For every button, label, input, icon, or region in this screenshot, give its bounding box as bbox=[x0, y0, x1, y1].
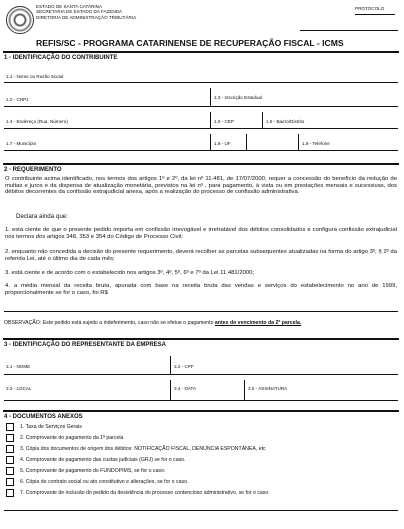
attachment-checkbox-2[interactable] bbox=[6, 434, 14, 442]
attachment-item-3: 3. Cópia dos documentos de origem dos débitos: NOTIFICAÇÃO FISCAL, DENÚNCIA ESPONTÂNEA, etc bbox=[20, 446, 266, 452]
row3-divider-b bbox=[262, 112, 263, 128]
section1-rule bbox=[3, 51, 399, 53]
section4-heading: 4 - DOCUMENTOS ANEXOS bbox=[4, 414, 83, 420]
field-name-label: 1.1 - Nome ou Razão Social bbox=[6, 74, 64, 79]
observation-deadline: antes do vencimento da 2ª parcela. bbox=[214, 320, 302, 326]
attachment-checkbox-7[interactable] bbox=[6, 489, 14, 497]
attachment-item-4: 4. Comprovante de pagamento das custas judiciais (GRJ) se for o caso. bbox=[20, 457, 186, 463]
field-city-label: 1.7 - Município bbox=[6, 141, 37, 146]
rep-row1-line bbox=[4, 374, 398, 375]
section3-heading: 3 - IDENTIFICAÇÃO DO REPRESENTANTE DA EMPRESA bbox=[4, 342, 167, 348]
row3-line bbox=[4, 128, 398, 129]
rep-row1-divider bbox=[170, 356, 171, 374]
header-block bbox=[36, 4, 136, 20]
rep-name-label: 3.1 - NOME bbox=[6, 364, 31, 369]
attachment-checkbox-4[interactable] bbox=[6, 456, 14, 464]
revenue-line bbox=[4, 311, 398, 312]
header-directorate: DIRETORIA DE ADMINISTRAÇÃO TRIBUTÁRIA bbox=[36, 14, 137, 20]
rep-location-label: 3.3 - LOCAL bbox=[6, 386, 32, 391]
attachment-item-6: 6. Cópia do contrato social ou ato constitutivo e alterações, se for o caso. bbox=[20, 479, 189, 485]
attachment-item-5: 5. Comprovante de pagamento do FUNDOPIMS, se for o caso. bbox=[20, 468, 166, 474]
protocol-line bbox=[355, 14, 395, 15]
row4-divider-b bbox=[246, 134, 247, 150]
section3-rule bbox=[3, 338, 399, 340]
row4-line bbox=[4, 150, 398, 151]
field-cnpj-label: 1.2 - CNPJ bbox=[6, 97, 29, 102]
protocol-label: PROTOCOLO bbox=[355, 6, 385, 11]
field-name-line bbox=[4, 82, 398, 83]
section2-rule bbox=[3, 163, 399, 165]
declaration-item-1: 1. está ciente de que o presente pedido importa em confissão irrevogável e irretratável dos débitos consolidados e configura confissão extrajudicial nos termos dos artigos 348, 353 e 354 do Código de Processo Civil; bbox=[5, 227, 397, 240]
attachment-checkbox-6[interactable] bbox=[6, 478, 14, 486]
field-cep-label: 1.5 - CEP bbox=[214, 119, 234, 124]
declaration-item-4: 4. a média mensal da receita bruta, apurada com base na receita bruta das vendas e serviços do estabelecimento no ano de 1999, proporcionalmente se for o caso, foi R$ bbox=[5, 283, 397, 296]
rep-date-label: 3.4 - DATA bbox=[174, 386, 197, 391]
section2-heading: 2 - REQUERIMENTO bbox=[4, 167, 62, 173]
footer-line bbox=[4, 510, 398, 511]
declaration-item-3: 3. está ciente e de acordo com o estabelecido nos artigos 3º, 4º, 5º, 6º e 7º da Lei 11.481/2000; bbox=[5, 270, 255, 276]
row2-line bbox=[4, 106, 398, 107]
attachment-item-2: 2. Comprovante do pagamento da 1ª parcela bbox=[20, 435, 124, 441]
observation-block bbox=[4, 320, 301, 326]
rep-signature-label: 3.5 - ASSINATURA bbox=[248, 386, 288, 391]
attachment-item-7: 7. Comprovante de inclusão do pedido da desistência do processo contencioso administrativo, se for o caso. bbox=[20, 490, 270, 496]
header-rule bbox=[300, 30, 398, 31]
section1-heading: 1 - IDENTIFICAÇÃO DO CONTRIBUINTE bbox=[4, 55, 118, 61]
attachment-checkbox-1[interactable] bbox=[6, 423, 14, 431]
attachment-checkbox-3[interactable] bbox=[6, 445, 14, 453]
declaration-item-2: 2. enquanto não concedida a decisão do presente requerimento, deverá recolher as parcelas subsequentes atualizadas na forma do artigo 3º, § 2º da referida Lei, até o último dia de cada mês; bbox=[5, 249, 397, 262]
request-intro: O contribuinte acima identificado, nos termos dos artigos 1º e 2º, da lei nº 11.481, de 17/07/2000, requer a concessão do benefício da redução de multas e juros e da dispensa de atualização monetária, previstos na lei nº , para pagamento, à vista ou em prestações mensais e sucessivas, dos débitos decorrentes da confissão extrajudicial anexa, após a realização do processo de confissão administrativa. bbox=[5, 176, 397, 196]
header-secretariat: SECRETARIA DE ESTADO DA FAZENDA bbox=[36, 9, 123, 15]
row4-divider-c bbox=[298, 134, 299, 150]
row2-divider bbox=[210, 88, 211, 106]
field-district-label: 1.6 - Bairro/Distrito bbox=[266, 119, 305, 124]
header-state: ESTADO DE SANTA CATARINA bbox=[36, 4, 103, 9]
field-address-label: 1.4 - Endereço (Rua, Número) bbox=[6, 119, 68, 124]
form-title: REFIS/SC - PROGRAMA CATARINENSE DE RECUPERAÇÃO FISCAL - ICMS bbox=[36, 38, 344, 48]
row3-divider-a bbox=[210, 112, 211, 128]
declares-label: Declara ainda que: bbox=[16, 213, 68, 220]
attachment-item-1: 1. Taxa de Serviços Gerais bbox=[20, 424, 82, 430]
field-ie-label: 1.3 - Inscrição Estadual bbox=[214, 95, 263, 100]
field-phone-label: 1.9 - Telefone bbox=[302, 141, 330, 146]
section4-rule bbox=[3, 410, 399, 412]
observation-text: OBSERVAÇÃO: Este pedido está sujeito a indeferimento, caso não se efetue o pagamento bbox=[4, 320, 214, 326]
rep-row2-divider-a bbox=[170, 380, 171, 400]
rep-row2-line bbox=[4, 400, 398, 401]
rep-row2-divider-b bbox=[244, 380, 245, 400]
row4-divider-a bbox=[210, 134, 211, 150]
rep-cpf-label: 3.2 - CPF bbox=[174, 364, 194, 369]
state-seal-icon bbox=[6, 6, 34, 34]
attachment-checkbox-5[interactable] bbox=[6, 467, 14, 475]
field-uf-label: 1.8 - UF bbox=[214, 141, 231, 146]
